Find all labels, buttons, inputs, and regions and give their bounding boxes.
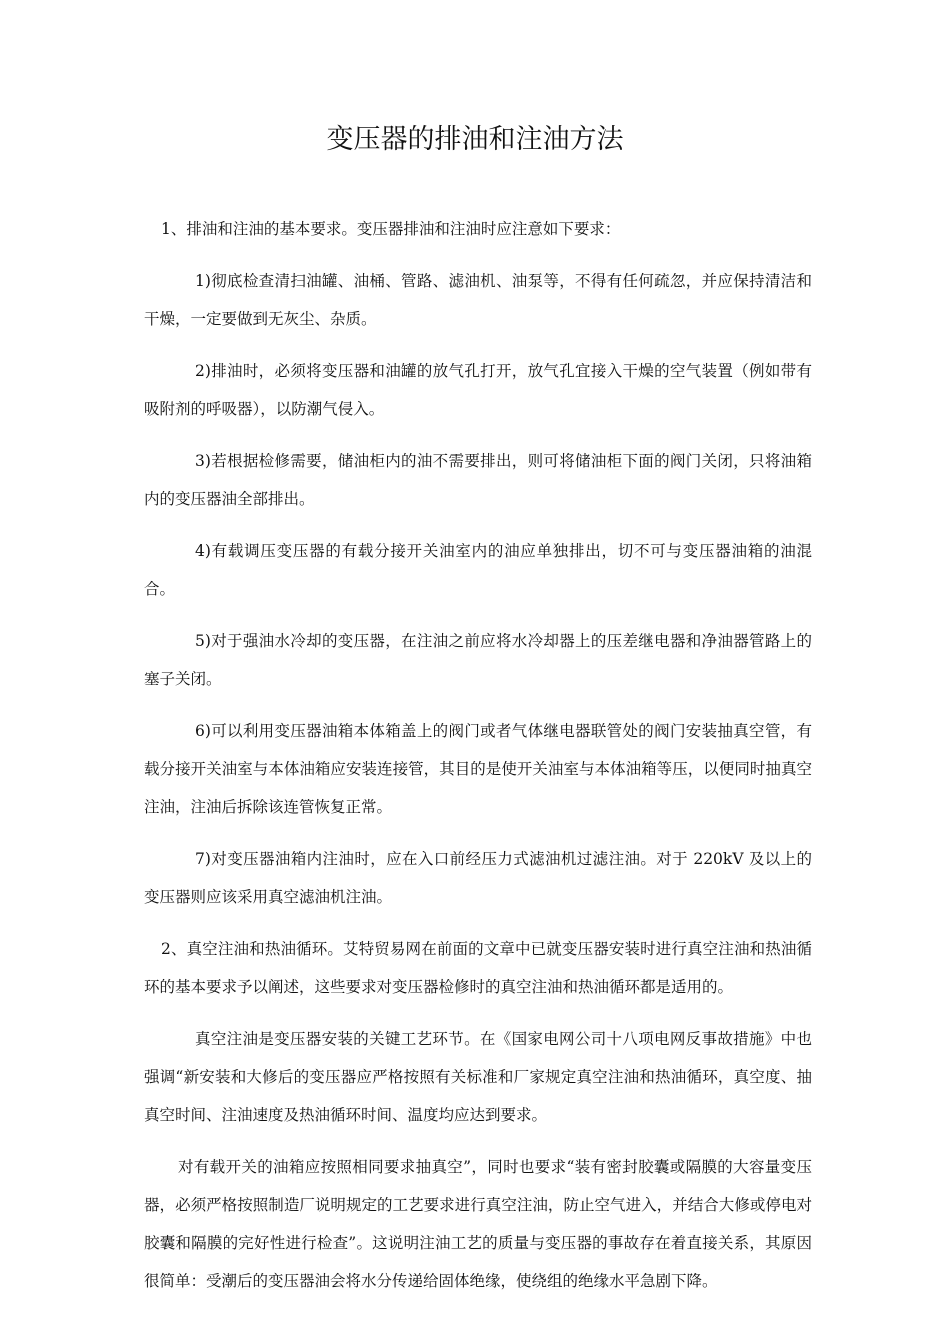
paragraph-item-2: 2)排油时，必须将变压器和油罐的放气孔打开，放气孔宜接入干燥的空气装置（例如带有吸附剂的呼吸器），以防潮气侵入。 xyxy=(144,362,812,418)
paragraph-onload-switch: 对有载开关的油箱应按照相同要求抽真空”，同时也要求“装有密封胶囊或隔膜的大容量变压器，必须严格按照制造厂说明规定的工艺要求进行真空注油，防止空气进入，并结合大修或停电对胶囊和隔膜的完好性进行检查”。这说明注油工艺的质量与变压器的事故存在着直接关系，其原因很简单：受潮后的变压器油会将水分传递给固体绝缘，使绕组的绝缘水平急剧下降。 xyxy=(144,1158,812,1290)
paragraph-item-6: 6)可以利用变压器油箱本体箱盖上的阀门或者气体继电器联管处的阀门安装抽真空管，有载分接开关油室与本体油箱应安装连接管，其目的是使开关油室与本体油箱等压，以便同时抽真空注油，注油后拆除该连管恢复正常。 xyxy=(144,722,812,816)
paragraph-item-3: 3)若根据检修需要，储油柜内的油不需要排出，则可将储油柜下面的阀门关闭，只将油箱内的变压器油全部排出。 xyxy=(144,452,812,508)
paragraph-item-7: 7)对变压器油箱内注油时，应在入口前经压力式滤油机过滤注油。对于 220kV 及以上的变压器则应该采用真空滤油机注油。 xyxy=(144,850,812,906)
document-title: 变压器的排油和注油方法 xyxy=(326,124,624,155)
paragraph-item-1: 1)彻底检查清扫油罐、油桶、管路、滤油机、油泵等，不得有任何疏忽，并应保持清洁和干燥，一定要做到无灰尘、杂质。 xyxy=(144,272,812,328)
paragraph-section-2: 2、真空注油和热油循环。艾特贸易网在前面的文章中已就变压器安装时进行真空注油和热油循环的基本要求予以阐述，这些要求对变压器检修时的真空注油和热油循环都是适用的。 xyxy=(144,940,812,996)
paragraph-section-1: 1、排油和注油的基本要求。变压器排油和注油时应注意如下要求： xyxy=(161,220,621,238)
paragraph-item-4: 4)有载调压变压器的有载分接开关油室内的油应单独排出，切不可与变压器油箱的油混合。 xyxy=(144,542,812,598)
paragraph-vacuum-filling: 真空注油是变压器安装的关键工艺环节。在《国家电网公司十八项电网反事故措施》中也强调“新安装和大修后的变压器应严格按照有关标准和厂家规定真空注油和热油循环，真空度、抽真空时间、注油速度及热油循环时间、温度均应达到要求。 xyxy=(144,1030,812,1124)
paragraph-item-5: 5)对于强油水冷却的变压器，在注油之前应将水冷却器上的压差继电器和净油器管路上的塞子关闭。 xyxy=(144,632,812,688)
document-body xyxy=(144,210,812,1300)
